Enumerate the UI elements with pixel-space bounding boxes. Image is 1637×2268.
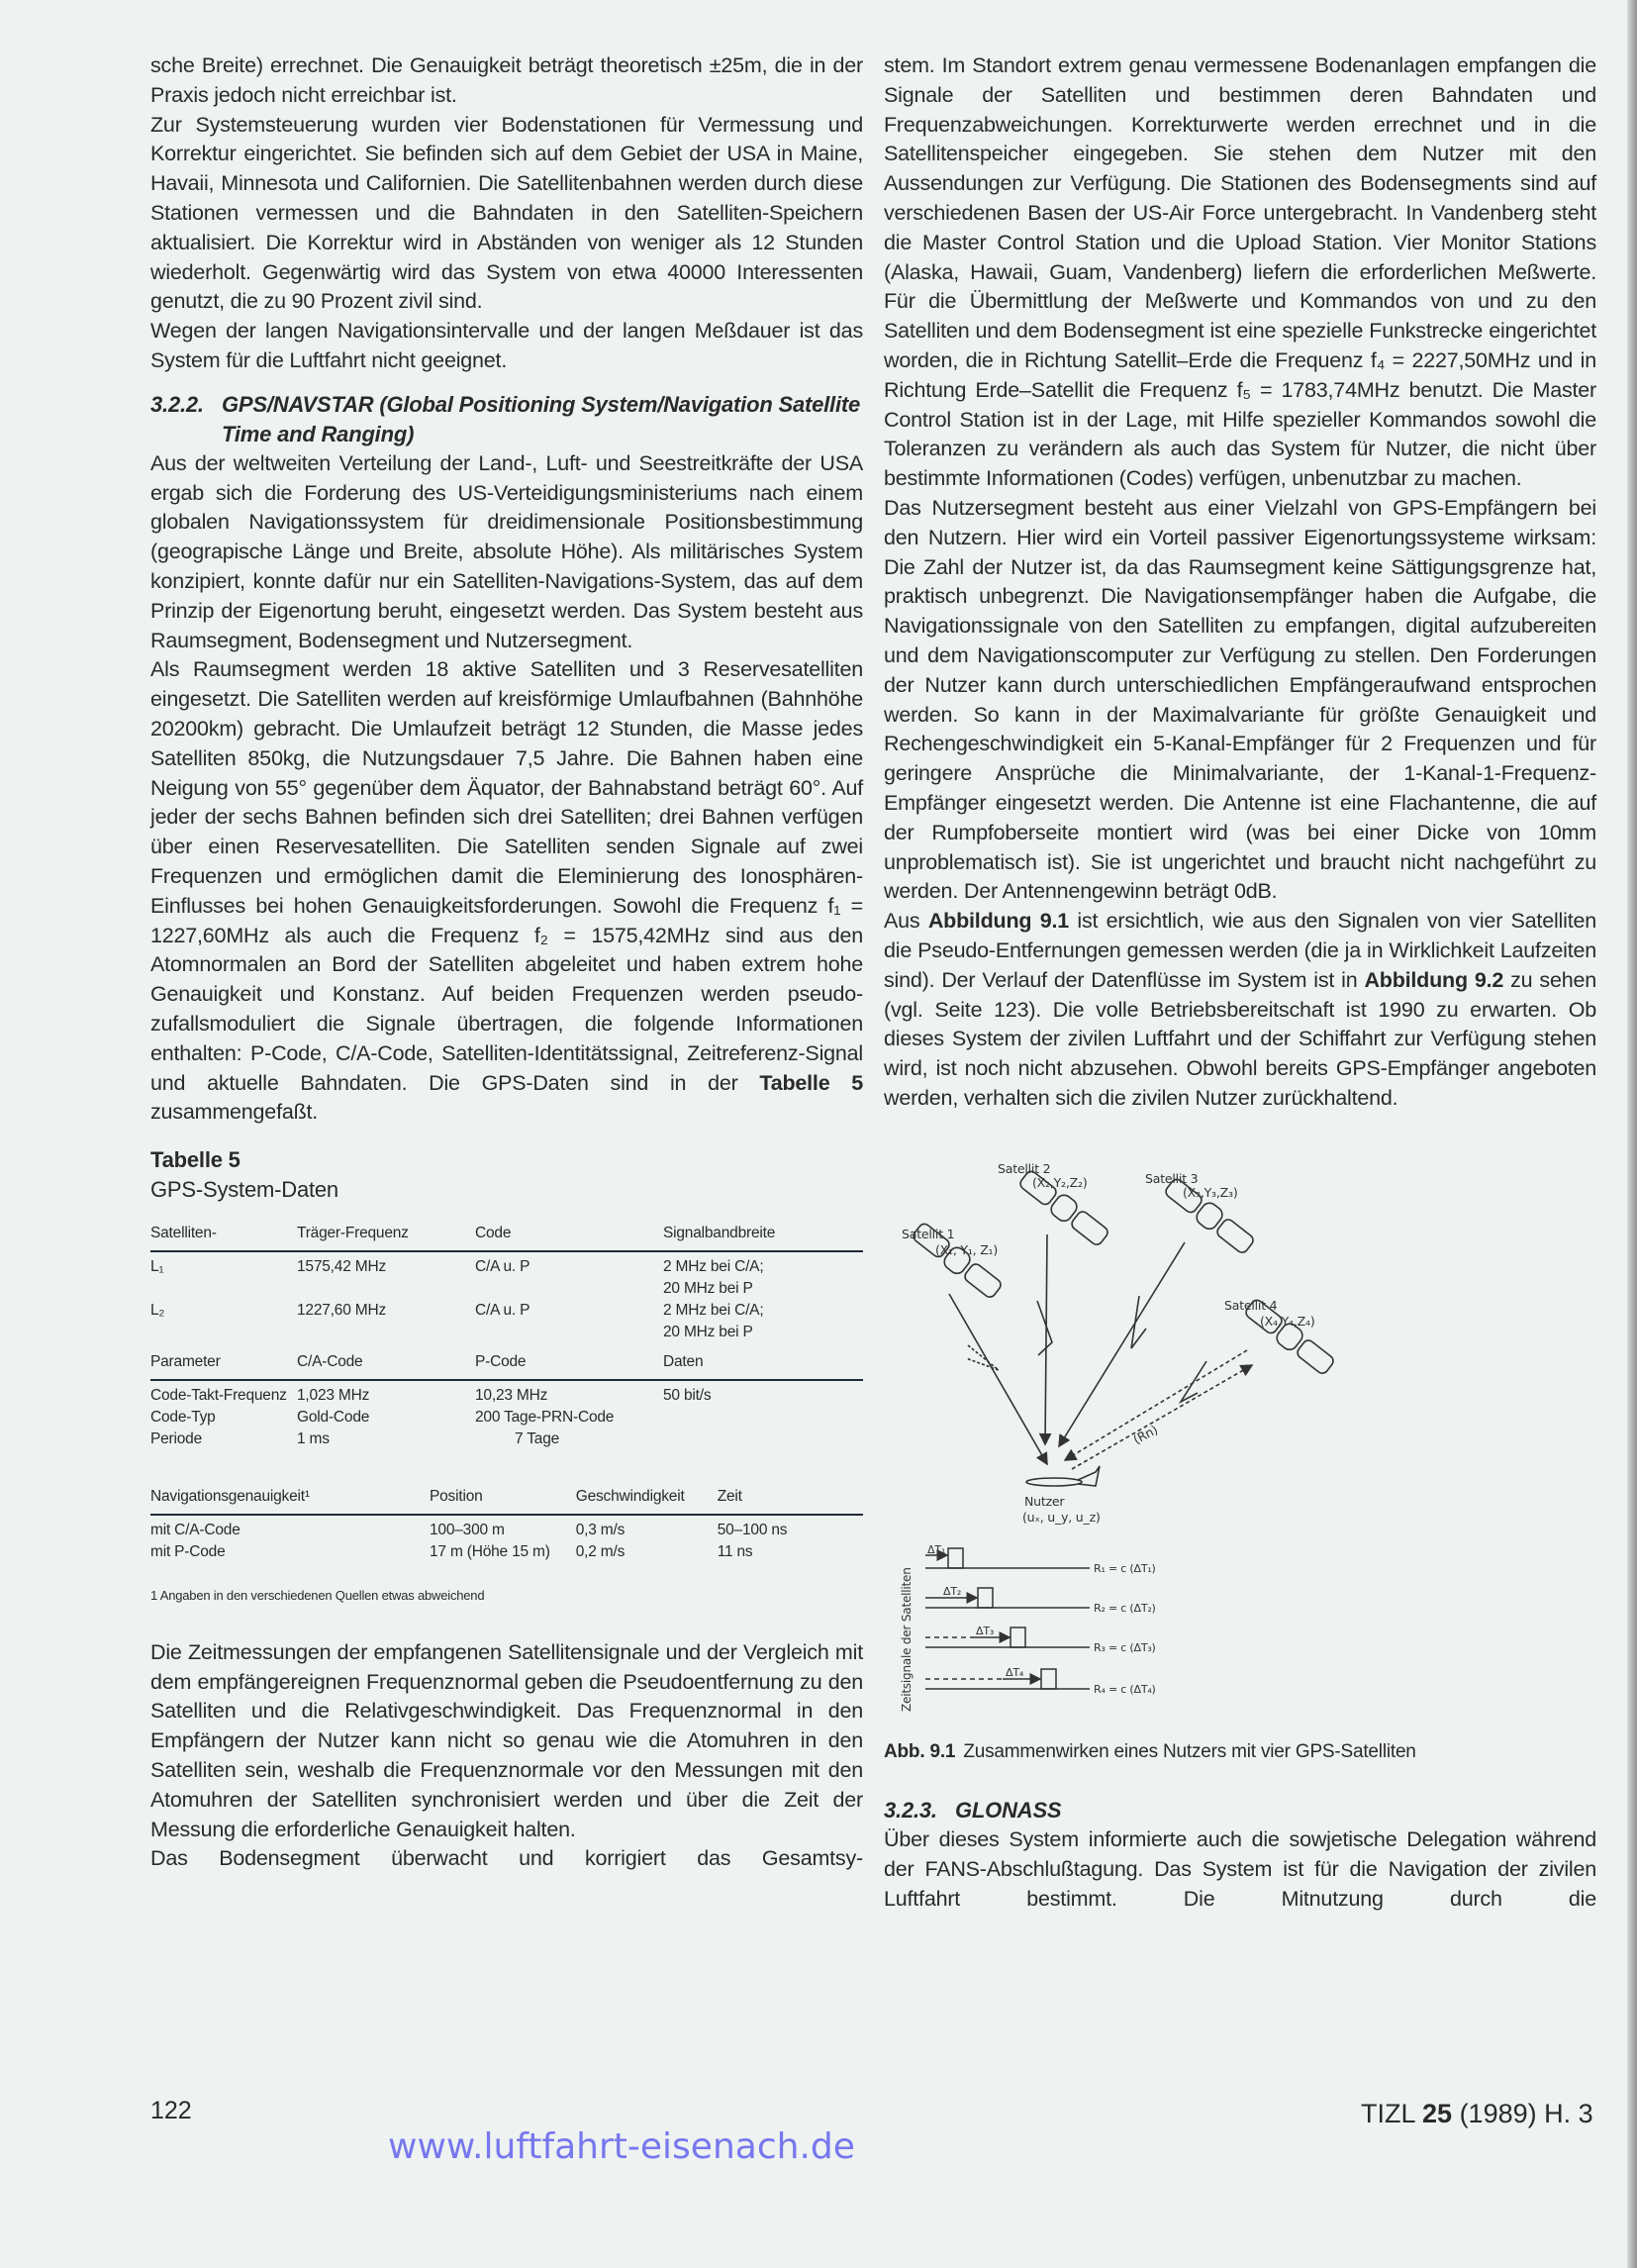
delta-t-label: ΔT₃: [976, 1624, 995, 1637]
col-header: Satelliten-: [150, 1225, 217, 1242]
col-header: Signalbandbreite: [663, 1225, 776, 1242]
aircraft-icon: [1026, 1466, 1100, 1486]
paragraph: Die Zeitmessungen der empfangenen Satellitensignale und der Vergleich mit dem empfängereignen Frequenznormal geben die Pseudoentfernung zu den Satelliten und die Relativgeschwindigkeit. Das Frequenznormal in den Empfängern der Nutzer kann nicht so genau wie die Atomuhren in den Satelliten sein, weshalb die Frequenznormale vor den Messungen mit den Atomuhren der Satelliten synchronisiert werden und über die Zeit der Messung die erforderliche Genauigkeit halten.: [150, 1639, 863, 1841]
right-column: [884, 51, 1596, 1915]
delta-t-label: ΔT₁: [927, 1542, 946, 1556]
paragraph: Aus der weltweiten Verteilung der Land-, Luft- und Seestreitkräfte der USA ergab sich die Forderung des US-Verteidigungsministeriums nach einem globalen Navigationssystem für dreidimensionale Positionsbestimmung (geograpische Länge und Breite, absolute Höhe). Als militärisches System konzipiert, konnte dafür nur ein Satelliten-Navigations-System, das auf dem Prinzip der Eigenortung beruht, eingesetzt werden. Das System besteht aus Raumsegment, Bodensegment und Nutzersegment.: [150, 450, 863, 652]
journal-reference: TIZL 25 (1989) H. 3: [1361, 2099, 1593, 2128]
satellite-2-label: Satellit 2: [998, 1160, 1051, 1176]
user-coords: (uₓ, u_y, u_z): [1022, 1509, 1101, 1525]
section-number: 3.2.2.: [150, 391, 204, 417]
col-header: C/A-Code: [297, 1353, 363, 1371]
gps-data-table-accuracy: [150, 1478, 863, 1563]
satellite-3-coords: (X₃,Y₃,Z₃): [1183, 1184, 1238, 1200]
table-cell: 0,3 m/s: [575, 1522, 626, 1539]
satellite-3-label: Satellit 3: [1145, 1170, 1199, 1186]
table-cell: 50–100 ns: [717, 1522, 788, 1539]
paragraph: [150, 655, 863, 1128]
table-cell: 50 bit/s: [663, 1387, 712, 1405]
delta-t-label: ΔT₂: [943, 1584, 962, 1598]
text-run: zu sehen (vgl. Seite 123). Die volle Betriebsbereitschaft ist 1990 zu erwarten. Ob dieses System der zivilen Luftfahrt und der Schiffahrt zur Verfügung stehen wird, ist noch nicht abzusehen. Obwohl bereits GPS-Empfänger angeboten werden, verhalten sich die zivilen Nutzer zurückhaltend.: [884, 967, 1596, 1110]
table-cell: mit C/A-Code: [150, 1522, 241, 1539]
section-heading-3-2-2: [150, 390, 863, 449]
range-formula: R₄ = c (ΔT₄): [1094, 1682, 1156, 1696]
table-cell: 2 MHz bei C/A; 20 MHz bei P: [663, 1302, 764, 1341]
paragraph: stem. Im Standort extrem genau vermessene Bodenanlagen empfangen die Signale der Satelliten und bestimmen deren Bahndaten und Frequenzabweichungen. Korrekturwerte werden errechnet und in die Satellitenspeicher eingegeben. Sie stehen dem Nutzer mit den Aussendungen zur Verfügung. Die Stationen des Bodensegments sind auf verschiedenen Basen der US-Air Force untergebracht. In Vandenberg steht die Master Control Station und die Upload Station. Vier Monitor Stations (Alaska, Hawaii, Guam, Vandenberg) liefern die erforderlichen Meßwerte. Für die Übermittlung der Meßwerte und Kommandos von und zu den Satelliten und dem Bodensegment ist eine spezielle Funkstrecke eingerichtet worden, die in Richtung Satellit–Erde die Frequenz f₄ = 2227,50MHz und in Richtung Erde–Satellit die Frequenz f₅ = 1783,74MHz benutzt. Die Master Control Station ist in der Lage, mit Hilfe spezieller Kommandos sowohl die Toleranzen zu verändern als auch das System für Nutzer, die nicht über bestimmte Informationen (Codes) verfügen, unbenutzbar zu machen.: [884, 53, 1596, 491]
col-header: Parameter: [150, 1353, 221, 1371]
col-header: Position: [430, 1488, 483, 1506]
range-label: (Rn): [1130, 1422, 1160, 1447]
table-cell: L₂: [150, 1302, 165, 1320]
satellite-diagram: [884, 1147, 1596, 1731]
left-column: [150, 51, 863, 1874]
table-reference: Tabelle 5: [759, 1070, 863, 1095]
timing-row-1: [925, 1548, 1090, 1568]
range-formula: R₁ = c (ΔT₁): [1094, 1561, 1156, 1575]
table-header-row: [150, 1343, 863, 1380]
figure-reference: Abbildung 9.2: [1364, 967, 1504, 992]
satellite-1-coords: (X₁, Y₁, Z₁): [935, 1241, 999, 1257]
table-cell: 200 Tage-PRN-Code: [475, 1409, 615, 1427]
col-header: Navigationsgenauigkeit¹: [150, 1488, 310, 1506]
figure-caption: [884, 1737, 1596, 1767]
text-run: ist ersichtlich, wie aus den Signalen von vier Satelliten die Pseudo-Entfernungen gemessen werden (die ja in Wirklichkeit Laufzeiten sind). Der Verlauf der Datenflüsse im System ist in: [884, 909, 1596, 992]
paragraph: Wegen der langen Navigationsintervalle und der langen Meßdauer ist das System für die Luftfahrt nicht geeignet.: [150, 319, 863, 372]
table-cell: Periode: [150, 1430, 203, 1448]
table-cell: 100–300 m: [430, 1522, 505, 1539]
col-header: Code: [475, 1225, 512, 1242]
table-subtitle: GPS-System-Daten: [150, 1177, 338, 1203]
satellite-2-coords: (X₂,Y₂,Z₂): [1032, 1174, 1088, 1190]
range-formula: R₂ = c (ΔT₂): [1094, 1601, 1156, 1615]
gps-data-table-frequencies: [150, 1215, 863, 1450]
watermark-url[interactable]: www.luftfahrt-eisenach.de: [388, 2126, 855, 2167]
section-title: GLONASS: [955, 1798, 1062, 1824]
table-footnote: 1 Angaben in den verschiedenen Quellen etwas abweichend: [150, 1588, 485, 1604]
table-title: Tabelle 5: [150, 1147, 241, 1173]
figure-number: Abb. 9.1: [884, 1740, 956, 1762]
text-run: Als Raumsegment werden 18 aktive Satelliten und 3 Reservesatelliten eingesetzt. Die Satelliten werden auf kreisförmige Umlaufbahnen (Bahnhöhe 20200km) gebracht. Die Umlaufzeit beträgt 12 Stunden, die Masse jedes Satelliten 850kg, die Nutzungsdauer 7,5 Jahre. Die Bahnen haben eine Neigung von 55° gegenüber dem Äquator, der Bahnabstand beträgt 60°. Auf jeder der sechs Bahnen befinden sich drei Satelliten; drei Bahnen verfügen über einen Reservesatelliten. Die Satelliten senden Signale auf zwei Frequenzen und ermöglichen damit die Eleminierung des Ionosphären-Einflusses bei hohen Genauigkeitsforderungen. Sowohl die Frequenz f₁ = 1227,60MHz als auch die Frequenz f₂ = 1575,42MHz sind aus den Atomnormalen an Bord der Satelliten abgeleitet und haben extrem hohe Genauigkeit und Konstanz. Auf beiden Frequenzen werden pseudo-zufallsmoduliert die Signale übertragen, die folgende Informationen enthalten: P-Code, C/A-Code, Satelliten-Identitätssignal, Zeitreferenz-Signal und aktuelle Bahndaten. Die GPS-Daten sind in der: [150, 657, 863, 1095]
table-cell: 11 ns: [717, 1543, 753, 1561]
satellite-4-coords: (X₄,Y₄,Z₄): [1260, 1313, 1315, 1329]
col-header: Daten: [663, 1353, 704, 1371]
table-cell: 1575,42 MHz: [297, 1258, 386, 1276]
paragraph: Das Bodensegment überwacht und korrigiert das Gesamtsy-: [150, 1846, 863, 1871]
section-title: GPS/NAVSTAR (Global Positioning System/Navigation Satellite Time and Ranging): [222, 391, 861, 446]
table-row: [150, 1300, 863, 1343]
user-label: Nutzer: [1024, 1493, 1065, 1509]
table-header-row: [150, 1215, 863, 1251]
paragraph: Zur Systemsteuerung wurden vier Bodenstationen für Vermessung und Korrektur eingerichtet. Sie befinden sich auf dem Gebiet der USA in Maine, Havaii, Minnesota und Californien. Die Satellitenbahnen werden durch diese Stationen vermessen und die Bahndaten in den Satelliten-Speichern aktualisiert. Die Korrektur wird in Abständen von weniger als 12 Stunden wiederholt. Gegenwärtig wird das System von etwa 40000 Interessenten genutzt, die zu 90 Prozent zivil sind.: [150, 112, 863, 314]
satellite-4-label: Satellit 4: [1224, 1297, 1278, 1313]
paragraph: [884, 907, 1596, 1114]
table-cell: Gold-Code: [297, 1409, 370, 1427]
table-cell: 1 ms: [297, 1430, 330, 1448]
table-cell: mit P-Code: [150, 1543, 226, 1561]
range-formula: R₃ = c (ΔT₃): [1094, 1640, 1156, 1654]
table-cell: 2 MHz bei C/A; 20 MHz bei P: [663, 1258, 764, 1298]
page-edge-shadow: [1627, 0, 1637, 2268]
table-cell: 1,023 MHz: [297, 1387, 370, 1405]
timing-row-3: [925, 1624, 1090, 1647]
text-run: Aus: [884, 909, 928, 934]
figure-9-1: [884, 1147, 1596, 1731]
table-cell: 17 m (Höhe 15 m): [430, 1543, 550, 1561]
col-header: Geschwindigkeit: [575, 1488, 685, 1506]
table-cell: L₁: [150, 1258, 164, 1276]
table-cell: Code-Typ: [150, 1409, 216, 1427]
table-row: [150, 1515, 863, 1541]
table-row: [150, 1380, 863, 1407]
section-number: 3.2.3.: [884, 1798, 937, 1824]
table-cell: 7 Tage: [515, 1430, 560, 1448]
table-header-row: [150, 1478, 863, 1515]
table-cell: 1227,60 MHz: [297, 1302, 386, 1320]
col-header: P-Code: [475, 1353, 527, 1371]
table-row: [150, 1251, 863, 1300]
satellite-1-label: Satellit 1: [902, 1226, 955, 1241]
page-number: 122: [150, 2097, 192, 2124]
delta-t-label: ΔT₄: [1006, 1665, 1024, 1679]
table-cell: C/A u. P: [475, 1302, 530, 1320]
figure-reference: Abbildung 9.1: [927, 909, 1069, 934]
paragraph: sche Breite) errechnet. Die Genauigkeit beträgt theoretisch ±25m, die in der Praxis jedoch nicht erreichbar ist.: [150, 53, 863, 107]
col-header: Zeit: [717, 1488, 742, 1506]
text-run: zusammengefaßt.: [150, 1100, 319, 1125]
table-row: [150, 1429, 863, 1450]
table-cell: 0,2 m/s: [575, 1543, 626, 1561]
figure-caption-text: Zusammenwirken eines Nutzers mit vier GPS-Satelliten: [963, 1740, 1416, 1762]
paragraph: Das Nutzersegment besteht aus einer Vielzahl von GPS-Empfängern bei den Nutzern. Hier wird ein Vorteil passiver Eigenortungssysteme wirksam: Die Zahl der Nutzer ist, da das Raumsegment keine Sättigungsgrenze hat, praktisch unbegrenzt. Die Navigationsempfänger haben die Aufgabe, die Navigationssignale von den Satelliten zu empfangen, digital aufzubereiten und dem Navigationscomputer zur Verfügung zu stellen. Den Forderungen der Nutzer kann durch unterschiedlichen Empfängeraufwand entsprochen werden. So kann in der Maximalvariante für größte Genauigkeit und Rechengeschwindigkeit ein 5-Kanal-Empfänger für 2 Frequenzen und für geringere Ansprüche die Minimalvariante, der 1-Kanal-1-Frequenz-Empfänger eingesetzt werden. Die Antenne ist eine Flachantenne, die auf der Rumpfoberseite montiert wird (was bei einer Dicke von 10mm unproblematisch ist). Sie ist ungerichtet und braucht nicht nachgeführt zu werden. Der Antennengewinn beträgt 0dB.: [884, 495, 1596, 904]
col-header: Träger-Frequenz: [297, 1225, 409, 1242]
paragraph: Über dieses System informierte auch die sowjetische Delegation während der FANS-Abschlußtagung. Das System ist für die Navigation der zivilen Luftfahrt bestimmt. Die Mitnutzung durch die: [884, 1827, 1596, 1912]
section-heading-3-2-3: [884, 1796, 1596, 1825]
table-cell: 10,23 MHz: [475, 1387, 548, 1405]
table-cell: C/A u. P: [475, 1258, 530, 1276]
time-signal-axis-label: Zeitsignale der Satelliten: [900, 1567, 914, 1712]
table-row: [150, 1407, 863, 1429]
table-cell: Code-Takt-Frequenz: [150, 1387, 287, 1405]
table-row: [150, 1541, 863, 1563]
